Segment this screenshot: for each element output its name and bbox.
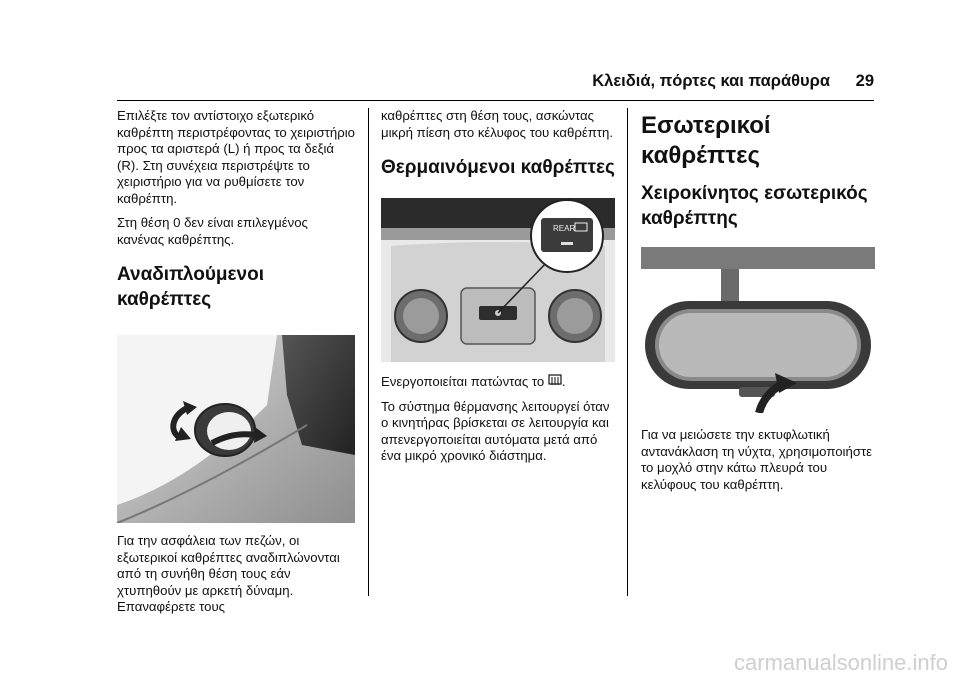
paragraph-fold-back: καθρέπτες στη θέση τους, ασκώντας μικρή πίεση στο κέλυφος του καθρέπτη. [381, 108, 614, 140]
paragraph-heating-system: Το σύστημα θέρμανσης λειτουργεί όταν ο κινητήρας βρίσκεται σε λειτουργία και απενεργοποιείται αυτόματα μετά από ένα μικρό χρονικό διάστημα. [381, 398, 610, 463]
rear-defrost-icon [548, 374, 562, 388]
heading-interior-mirrors: Εσωτερικοί καθρέπτες [641, 112, 771, 169]
interior-mirror-illustration [641, 247, 875, 413]
rear-button-label: REAR [553, 224, 576, 233]
paragraph-position-zero: Στη θέση 0 δεν είναι επιλεγμένος κανένας καθρέπτης. [117, 215, 308, 247]
watermark: carmanualsonline.info [733, 650, 948, 675]
paragraph-pedestrian-safety: Για την ασφάλεια των πεζών, οι εξωτερικοί καθρέπτες αναδιπλώνονται από τη συνήθη θέση τους εάν χτυπηθούν με αρκετή δύναμη. Επαναφέρετε τους [117, 533, 340, 614]
paragraph-reduce-glare: Για να μειώσετε την εκτυφλωτική αντανάκλαση τη νύχτα, χρησιμοποιήστε το μοχλό στην κάτω πλευρά του κελύφους του καθρέπτη. [641, 427, 873, 492]
press-button-text: Ενεργοποιείται πατώντας το [381, 374, 545, 389]
paragraph-press-button [381, 374, 619, 391]
header-title: Κλειδιά, πόρτες και παράθυρα [592, 72, 830, 90]
press-button-period: . [561, 374, 566, 389]
folding-mirror-illustration [117, 335, 355, 523]
column-divider-2 [627, 108, 628, 596]
column-1 [117, 108, 357, 624]
column-3 [641, 108, 877, 501]
header-rule [117, 100, 874, 101]
column-2 [381, 108, 619, 473]
page-number: 29 [855, 72, 874, 90]
column-divider-1 [368, 108, 369, 596]
heading-manual-interior-mirror: Χειροκίνητος εσωτερικός καθρέπτης [641, 183, 868, 229]
heading-folding-mirrors: Αναδιπλούμενοι καθρέπτες [117, 264, 264, 310]
heading-heated-mirrors: Θερμαινόμενοι καθρέπτες [381, 157, 615, 178]
heated-mirror-button-illustration [381, 198, 615, 362]
paragraph-mirror-select: Επιλέξτε τον αντίστοιχο εξωτερικό καθρέπτη περιστρέφοντας το χειριστήριο προς τα αριστερά (L) ή προς τα δεξιά (R). Στη συνέχεια περιστρέψτε το χειριστήριο για να ρυθμίσετε τον καθρέπτη. [117, 108, 355, 206]
